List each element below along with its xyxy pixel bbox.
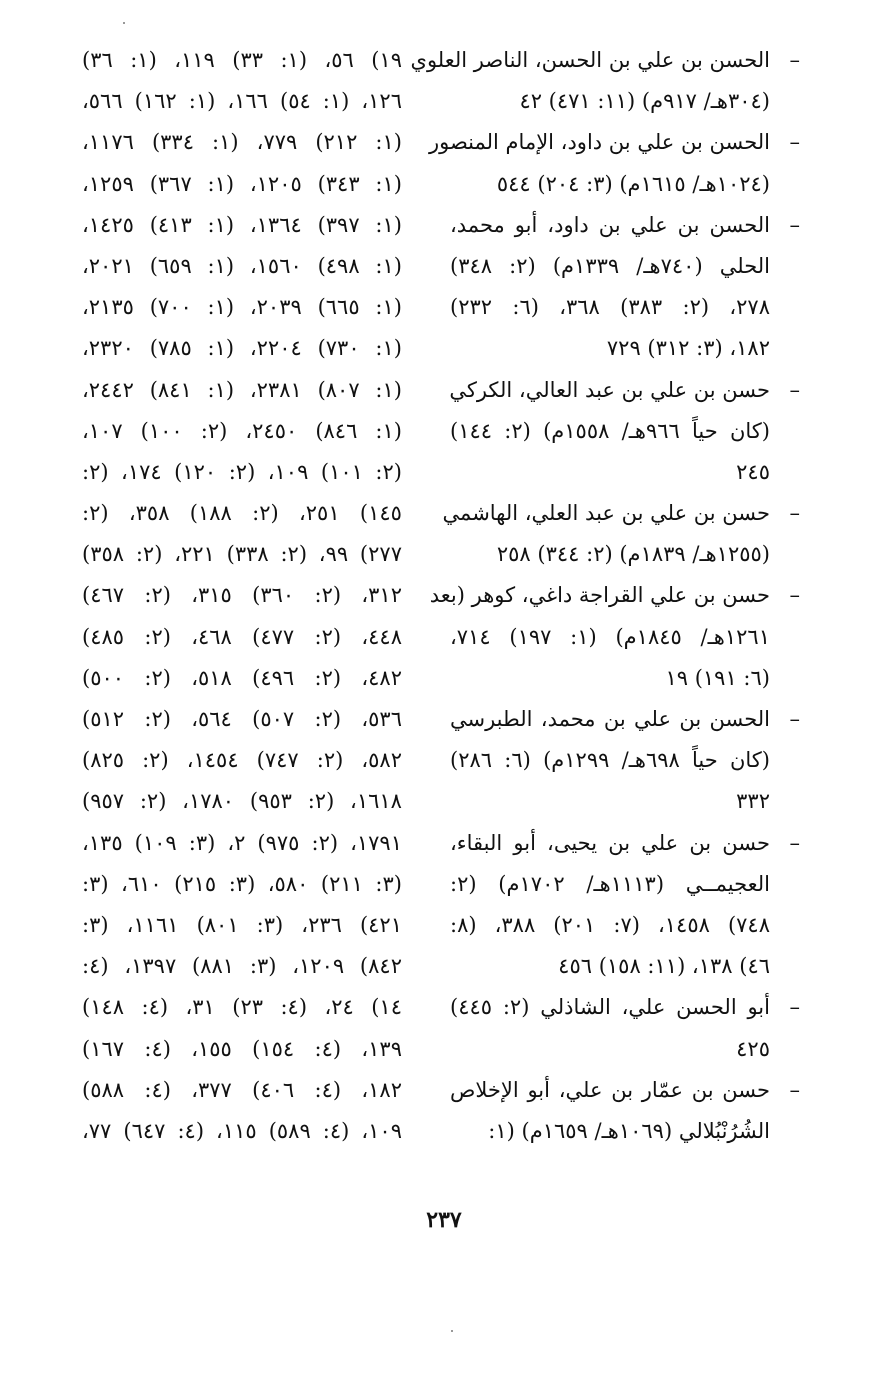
entry-continuation-line <box>450 328 800 369</box>
entry-text: ٣٣٢ <box>736 789 770 814</box>
entry-heading-line <box>450 823 800 864</box>
entry-text: ١٢٦١هـ/ ١٨٤٥م) (١: ١٩٧) ٧١٤، <box>450 624 770 649</box>
entry-continuation-line <box>450 81 800 122</box>
index-entry <box>428 122 800 204</box>
reference-line: ١٢٦، (١: ٥٤) ١٦٦، (١: ١٦٢) ٥٦٦، <box>82 89 402 114</box>
entry-text: الحسن بن علي بن داود، الإمام المنصور <box>428 130 770 155</box>
entry-dash: – <box>789 501 800 526</box>
entry-continuation-line <box>450 246 800 287</box>
entry-text: الحسن بن علي بن داود، أبو محمد، <box>450 212 770 237</box>
entry-text: حسن بن علي بن يحيى، أبو البقاء، <box>450 830 770 855</box>
reference-line: ١٨٢، (٤: ٤٠٦) ٣٧٧، (٤: ٥٨٨) <box>82 1077 402 1102</box>
entry-text: (١٢٥٥هـ/ ١٨٣٩م) (٢: ٣٤٤) ٢٥٨ <box>496 542 770 567</box>
entry-continuation-line <box>450 905 800 946</box>
reference-line: ٥٣٦، (٢: ٥٠٧) ٥٦٤، (٢: ٥١٢) <box>82 707 402 731</box>
reference-line: ٢٧٧) ٩٩، (٢: ٣٣٨) ٢٢١، (٢: ٣٥٨) <box>82 542 402 567</box>
index-entry <box>450 987 800 1069</box>
reference-line: (١: ٨٤٦) ٢٤٥٠، (٢: ١٠٠) ١٠٧، <box>82 418 402 443</box>
entry-heading-line <box>410 40 800 81</box>
entry-continuation-line <box>450 781 800 822</box>
entry-text: ٢٤٥ <box>736 459 770 484</box>
reference-line: (١: ٧٣٠) ٢٢٠٤، (١: ٧٨٥) ٢٣٢٠، <box>82 336 402 361</box>
entry-text: ٤٢٥ <box>736 1036 770 1061</box>
entry-text: ١٨٢، (٣: ٣١٢) ٧٢٩ <box>606 336 770 361</box>
reference-line: ١٠٩، (٤: ٥٨٩) ١١٥، (٤: ٦٤٧) ٧٧، <box>82 1118 402 1143</box>
reference-line: (١: ٣٩٧) ١٣٦٤، (١: ٤١٣) ١٤٢٥، <box>82 212 402 237</box>
entry-text: الحسن بن علي بن الحسن، الناصر العلوي <box>410 48 770 72</box>
reference-line: ٤٢١) ٢٣٦، (٣: ٨٠١) ١١٦١، (٣: <box>82 912 402 937</box>
entry-continuation-line <box>450 1111 800 1152</box>
entry-continuation-line <box>450 1029 800 1070</box>
entry-text: العجيمــي (١١١٣هـ/ ١٧٠٢م) (٢: <box>450 871 770 896</box>
scan-speck <box>123 22 125 24</box>
right-column <box>410 40 800 1152</box>
reference-line: ١٩) ٥٦، (١: ٣٣) ١١٩، (١: ٣٦) <box>82 48 402 72</box>
entry-heading-line <box>442 493 800 534</box>
entry-text: ٧٤٨) ١٤٥٨، (٧: ٢٠١) ٣٨٨، (٨: <box>450 912 770 937</box>
page-number: ٢٣٧ <box>426 1207 462 1233</box>
entry-heading-line <box>450 370 800 411</box>
index-entry <box>450 699 800 823</box>
reference-line: ١٣٩، (٤: ١٥٤) ١٥٥، (٤: ١٦٧) <box>82 1036 402 1061</box>
index-entry <box>450 370 800 494</box>
entry-continuation-line <box>450 534 800 575</box>
entry-heading-line <box>450 987 800 1028</box>
entry-continuation-line <box>450 658 800 699</box>
entry-continuation-line <box>450 411 800 452</box>
entry-text: (كان حياً ٦٩٨هـ/ ١٢٩٩م) (٦: ٢٨٦) <box>450 748 770 773</box>
reference-line: ٣١٢، (٢: ٣٦٠) ٣١٥، (٢: ٤٦٧) <box>82 583 402 608</box>
entry-heading-line <box>450 1070 800 1111</box>
reference-line: (١: ٦٦٥) ٢٠٣٩، (١: ٧٠٠) ٢١٣٥، <box>82 295 402 320</box>
entry-continuation-line <box>450 287 800 328</box>
entry-text: أبو الحسن علي، الشاذلي (٢: ٤٤٥) <box>450 995 770 1020</box>
index-entry <box>450 1070 800 1152</box>
reference-line: ٥٨٢، (٢: ٧٤٧) ١٤٥٤، (٢: ٨٢٥) <box>82 748 402 773</box>
entry-text: ٤٦) ١٣٨، (١١: ١٥٨) ٤٥٦ <box>558 954 770 979</box>
entry-continuation-line <box>450 617 800 658</box>
entry-heading-line <box>450 205 800 246</box>
reference-line: (٣: ٢١١) ٥٨٠، (٣: ٢١٥) ٦١٠، (٣: <box>82 871 402 896</box>
index-entry <box>410 40 800 122</box>
entry-heading-line <box>429 575 800 616</box>
entry-continuation-line <box>450 864 800 905</box>
reference-line: ١٧٩١، (٢: ٩٧٥) ٢، (٣: ١٠٩) ١٣٥، <box>82 830 402 855</box>
entry-dash: – <box>789 212 800 237</box>
index-entry <box>450 823 800 988</box>
reference-line: (٢: ١٠١) ١٠٩، (٢: ١٢٠) ١٧٤، (٢: <box>82 459 402 484</box>
entry-continuation-line <box>450 740 800 781</box>
entry-continuation-line <box>450 946 800 987</box>
reference-line: (١: ٨٠٧) ٢٣٨١، (١: ٨٤١) ٢٤٤٢، <box>82 377 402 402</box>
reference-line: (١: ٢١٢) ٧٧٩، (١: ٣٣٤) ١١٧٦، <box>82 130 402 155</box>
reference-line: (١: ٣٤٣) ١٢٠٥، (١: ٣٦٧) ١٢٥٩، <box>82 171 402 196</box>
reference-line: ١٦١٨، (٢: ٩٥٣) ١٧٨٠، (٢: ٩٥٧) <box>82 789 402 814</box>
entry-text: (١٠٢٤هـ/ ١٦١٥م) (٣: ٢٠٤) ٥٤٤ <box>496 171 770 196</box>
entry-continuation-line <box>450 452 800 493</box>
entry-text: الشُرُنْبُلالي (١٠٦٩هـ/ ١٦٥٩م) (١: <box>488 1118 770 1143</box>
reference-line: ١٤) ٢٤، (٤: ٢٣) ٣١، (٤: ١٤٨) <box>82 995 402 1020</box>
entry-dash: – <box>789 130 800 155</box>
entry-text: ٢٧٨، (٢: ٣٨٣) ٣٦٨، (٦: ٢٣٢) <box>450 295 770 320</box>
entry-text: حسن بن عمّار بن علي، أبو الإخلاص <box>450 1077 770 1102</box>
entry-text: (كان حياً ٩٦٦هـ/ ١٥٥٨م) (٢: ١٤٤) <box>450 418 770 443</box>
entry-text: حسن بن علي القراجة داغي، كوهر (بعد <box>429 583 770 608</box>
reference-line: ٤٨٢، (٢: ٤٩٦) ٥١٨، (٢: ٥٠٠) <box>82 665 402 690</box>
index-entry <box>429 575 800 699</box>
reference-line: (١: ٤٩٨) ١٥٦٠، (١: ٦٥٩) ٢٠٢١، <box>82 253 402 278</box>
entry-heading-line <box>428 122 800 163</box>
entry-dash: – <box>789 48 800 72</box>
entry-dash: – <box>789 583 800 608</box>
entry-text: حسن بن علي بن عبد العلي، الهاشمي <box>442 501 770 526</box>
entry-dash: – <box>789 1077 800 1102</box>
index-entry <box>442 493 800 575</box>
index-entry <box>450 205 800 370</box>
entry-text: (٣٠٤هـ/ ٩١٧م) (١١: ٤٧١) ٤٢ <box>519 89 770 114</box>
entry-dash: – <box>789 707 800 731</box>
entry-dash: – <box>789 377 800 402</box>
reference-line: ٤٤٨، (٢: ٤٧٧) ٤٦٨، (٢: ٤٨٥) <box>82 624 402 649</box>
entry-text: (٦: ١٩١) ١٩ <box>665 665 770 690</box>
entry-dash: – <box>789 830 800 855</box>
entry-dash: – <box>789 995 800 1020</box>
entry-text: الحلي (٧٤٠هـ/ ١٣٣٩م) (٢: ٣٤٨) <box>450 253 770 278</box>
scan-speck <box>451 1330 453 1332</box>
entry-text: الحسن بن علي بن محمد، الطبرسي <box>450 707 770 731</box>
entry-text: حسن بن علي بن عبد العالي، الكركي <box>449 377 770 402</box>
left-column <box>82 40 402 1152</box>
reference-line: ٨٤٢) ١٢٠٩، (٣: ٨٨١) ١٣٩٧، (٤: <box>82 954 402 979</box>
entry-continuation-line <box>450 164 800 205</box>
entry-heading-line <box>450 699 800 740</box>
reference-line: ١٤٥) ٢٥١، (٢: ١٨٨) ٣٥٨، (٢: <box>82 501 402 526</box>
